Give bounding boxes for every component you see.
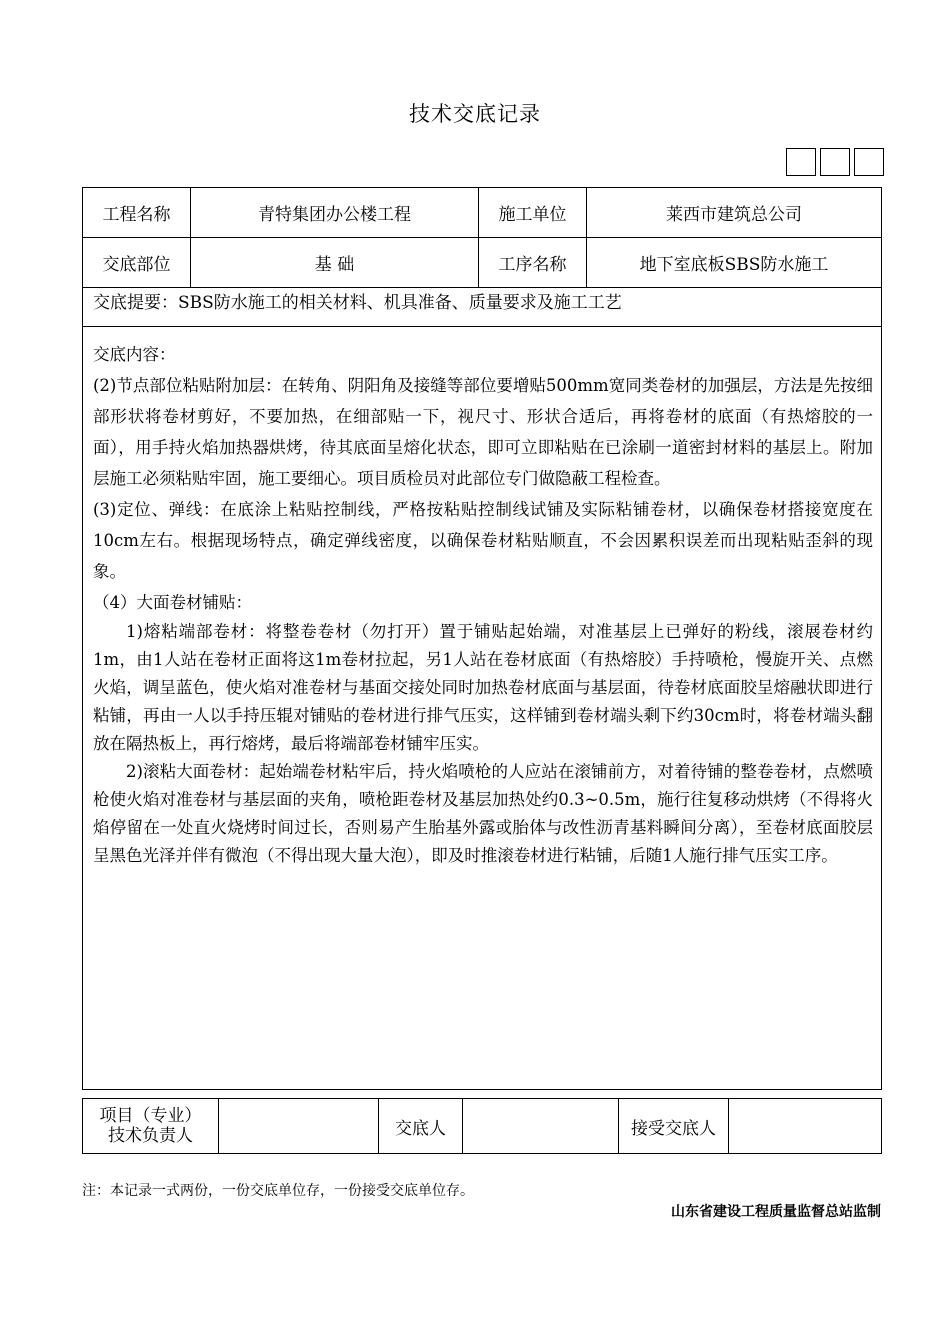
content-paragraph: (2)节点部位粘贴附加层：在转角、阴阳角及接缝等部位要增贴500mm宽同类卷材的加强层，方法是先按细部形状将卷材剪好，不要加热，在细部贴一下，视尺寸、形状合适后，再将卷材的底面（有热熔胶的一面），用手持火焰加热器烘烤，待其底面呈熔化状态，即可立即粘贴在已涂刷一道密封材料的基层上。附加层施工必须粘贴牢固，施工要细心。项目质检员对此部位专门做隐蔽工程检查。	[93, 376, 873, 488]
content-label: 交底内容：	[93, 345, 176, 364]
project-name-label: 工程名称	[83, 188, 191, 238]
contractor-value: 莱西市建筑总公司	[587, 188, 882, 238]
tech-lead-signature-field[interactable]	[219, 1099, 379, 1154]
signature-table	[82, 1098, 882, 1154]
tech-lead-label-line1: 项目（专业）	[99, 1106, 202, 1126]
content-cell	[83, 327, 882, 1090]
number-box[interactable]	[786, 148, 816, 176]
summary: 交底提要：SBS防水施工的相关材料、机具准备、质量要求及施工工艺	[83, 288, 882, 327]
note: 注：本记录一式两份，一份交底单位存，一份接受交底单位存。	[82, 1183, 474, 1199]
content-paragraph: (3)定位、弹线：在底涂上粘贴控制线，严格按粘贴控制线试铺及实际粘铺卷材，以确保卷材搭接宽度在10cm左右。根据现场特点，确定弹线密度，以确保卷材粘贴顺直，不会因累积误差而出现粘贴歪斜的现象。	[93, 500, 873, 581]
disclosure-table	[82, 187, 882, 1090]
content-paragraph: 2)滚粘大面卷材：起始端卷材粘牢后，持火焰喷枪的人应站在滚铺前方，对着待铺的整卷卷材，点燃喷枪使火焰对准卷材与基层面的夹角，喷枪距卷材及基层加热处约0.3~0.5m，施行往复移动烘烤（不得将火焰停留在一处直火烧烤时间过长，否则易产生胎基外露或胎体与改性沥青基料瞬间分离），至卷材底面胶层呈黑色光泽并伴有微泡（不得出现大量大泡），即及时推滚卷材进行粘铺，后随1人施行排气压实工序。	[93, 762, 873, 865]
project-name-value: 青特集团办公楼工程	[191, 188, 479, 238]
content-paragraph: （4）大面卷材铺贴：	[93, 593, 252, 612]
contractor-label: 施工单位	[479, 188, 587, 238]
receiver-label: 接受交底人	[619, 1099, 729, 1154]
content-paragraph: 1)熔粘端部卷材：将整卷卷材（勿打开）置于铺贴起始端，对准基层上已弹好的粉线，滚展卷材约1m，由1人站在卷材正面将这1m卷材拉起，另1人站在卷材底面（有热熔胶）手持喷枪，慢旋开关、点燃火焰，调呈蓝色，使火焰对准卷材与基面交接处同时加热卷材底面与基层面，待卷材底面胶呈熔融状即进行粘铺，再由一人以手持压辊对铺贴的卷材进行排气压实，这样铺到卷材端头剩下约30cm时，将卷材端头翻放在隔热板上，再行熔烤，最后将端部卷材铺牢压实。	[93, 622, 873, 753]
process-label: 工序名称	[479, 238, 587, 288]
number-box[interactable]	[820, 148, 850, 176]
number-box[interactable]	[854, 148, 884, 176]
footer-issuer: 山东省建设工程质量监督总站监制	[671, 1204, 881, 1220]
receiver-signature-field[interactable]	[729, 1099, 882, 1154]
tech-lead-label-line2: 技术负责人	[108, 1126, 193, 1146]
document-title: 技术交底记录	[409, 102, 541, 126]
location-label: 交底部位	[83, 238, 191, 288]
tech-lead-label	[83, 1099, 219, 1154]
process-value: 地下室底板SBS防水施工	[587, 238, 882, 288]
discloser-signature-field[interactable]	[463, 1099, 619, 1154]
discloser-label: 交底人	[379, 1099, 463, 1154]
location-value: 基 础	[191, 238, 479, 288]
